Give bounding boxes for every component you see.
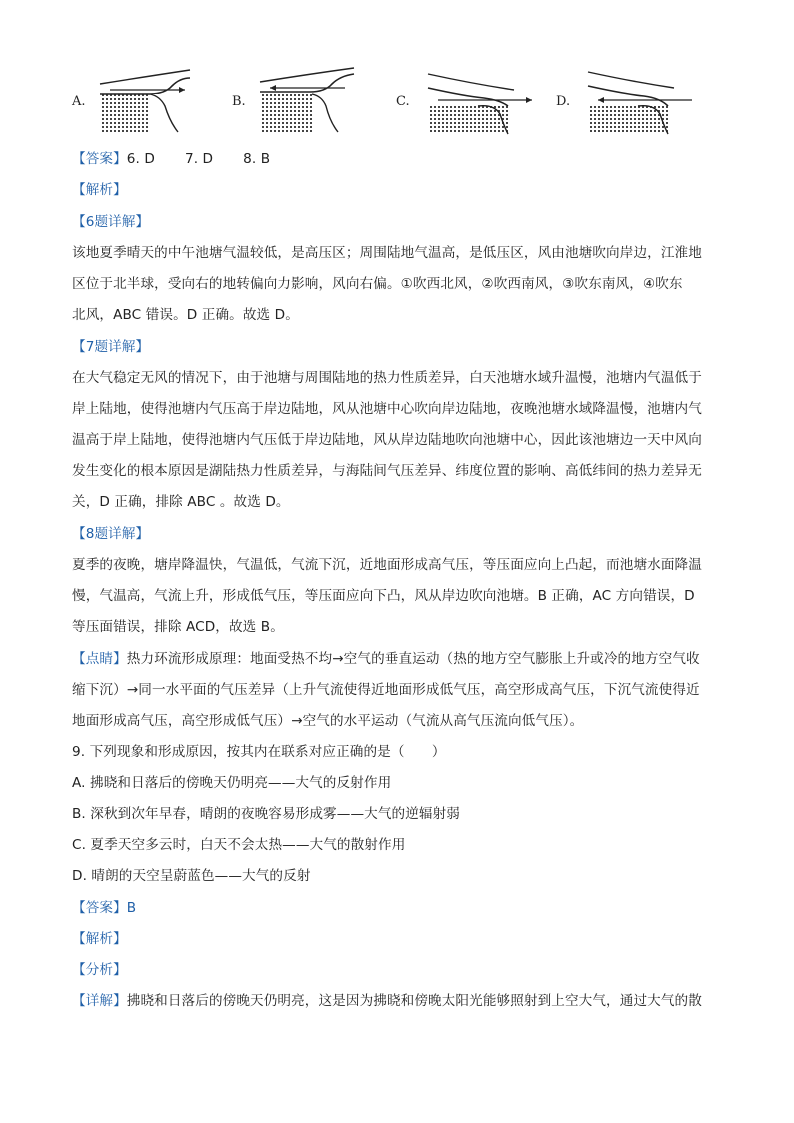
option-c-letter: C. xyxy=(396,94,410,109)
q8-line-3: 等压面错误，排除 ACD，故选 B。 xyxy=(72,619,284,635)
q9-option-d: D. 晴朗的天空呈蔚蓝色——大气的反射 xyxy=(72,868,311,884)
q9-option-b: B. 深秋到次年早春，晴朗的夜晚容易形成雾——大气的逆辐射弱 xyxy=(72,806,460,822)
option-b-figure xyxy=(232,66,382,138)
q7-line-3: 温高于岸上陆地，使得池塘内气压低于岸边陆地，风从岸边陆地吹向池塘中心，因此该池塘边一天中风向 xyxy=(72,432,702,448)
q9-detail-text: 拂晓和日落后的傍晚天仍明亮，这是因为拂晓和傍晚太阳光能够照射到上空大气，通过大气的散 xyxy=(126,993,702,1009)
option-d-diagram xyxy=(574,66,714,138)
q7-line-1: 在大气稳定无风的情况下，由于池塘与周围陆地的热力性质差异，白天池塘水域升温慢，池塘内气温低于 xyxy=(72,370,702,386)
answer-6: 6. D xyxy=(126,151,155,167)
q6-line-1: 该地夏季晴天的中午池塘气温较低，是高压区；周围陆地气温高，是低压区，风由池塘吹向岸边，江淮地 xyxy=(72,245,702,261)
option-c-figure xyxy=(396,66,546,138)
option-a-figure xyxy=(72,66,222,138)
answer-label: 答案 xyxy=(85,151,114,167)
q8-header: 【8题详解】 xyxy=(72,526,150,542)
q9-option-c: C. 夏季天空多云时，白天不会太热——大气的散射作用 xyxy=(72,837,406,853)
option-d-letter: D. xyxy=(556,94,571,109)
option-c-diagram xyxy=(414,66,554,138)
q6-header: 【6题详解】 xyxy=(72,214,150,230)
q9-detail-label: 【详解】 xyxy=(72,993,127,1009)
answer-bracket-close: 】 xyxy=(113,151,127,167)
q8-line-1: 夏季的夜晚，塘岸降温快，气温低，气流下沉，近地面形成高气压，等压面应向上凸起，而池塘水面降温 xyxy=(72,557,702,573)
answer-8: 8. B xyxy=(243,151,271,167)
option-b-letter: B. xyxy=(232,94,246,109)
analysis-header: 【解析】 xyxy=(72,182,127,198)
q9-analysis: 【解析】 xyxy=(72,931,127,947)
q9-stem: 9. 下列现象和形成原因，按其内在联系对应正确的是（ ） xyxy=(72,744,446,760)
option-d-figure xyxy=(556,66,706,138)
answer-line xyxy=(72,149,270,169)
dianjing-line-2: 缩下沉）→同一水平面的气压差异（上升气流使得近地面形成低气压，高空形成高气压，下沉气流使得近 xyxy=(72,682,700,698)
q9-detail xyxy=(72,991,702,1011)
q7-line-4: 发生变化的根本原因是湖陆热力性质差异，与海陆间气压差异、纬度位置的影响、高低纬间的热力差异无 xyxy=(72,463,702,479)
q6-line-2: 区位于北半球，受向右的地转偏向力影响，风向右偏。①吹西北风，②吹西南风，③吹东南风，④吹东 xyxy=(72,276,683,292)
dianjing-line-1 xyxy=(72,649,700,669)
q7-line-5: 关，D 正确，排除 ABC 。故选 D。 xyxy=(72,494,290,510)
answer-7: 7. D xyxy=(184,151,214,167)
option-b-diagram xyxy=(250,66,390,138)
q7-header: 【7题详解】 xyxy=(72,339,150,355)
dianjing-line-3: 地面形成高气压，高空形成低气压）→空气的水平运动（气流从高气压流向低气压）。 xyxy=(72,713,584,729)
q9-answer: 【答案】B xyxy=(72,900,137,916)
q6-line-3: 北风，ABC 错误。D 正确。故选 D。 xyxy=(72,307,299,323)
dianjing-text-1: 热力环流形成原理：地面受热不均→空气的垂直运动（热的地方空气膨胀上升或冷的地方空气收 xyxy=(126,651,700,667)
q9-fenxi: 【分析】 xyxy=(72,962,127,978)
answer-bracket-open: 【 xyxy=(72,151,86,167)
option-a-letter: A. xyxy=(72,94,86,109)
q8-line-2: 慢，气温高，气流上升，形成低气压，等压面应向下凸，风从岸边吹向池塘。B 正确，AC 方向错误，D xyxy=(72,588,695,604)
dianjing-label: 【点睛】 xyxy=(72,651,127,667)
option-a-diagram xyxy=(90,66,220,138)
q7-line-2: 岸上陆地，使得池塘内气压高于岸边陆地，风从池塘中心吹向岸边陆地，夜晚池塘水域降温慢，池塘内气 xyxy=(72,401,702,417)
q9-option-a: A. 拂晓和日落后的傍晚天仍明亮——大气的反射作用 xyxy=(72,775,392,791)
